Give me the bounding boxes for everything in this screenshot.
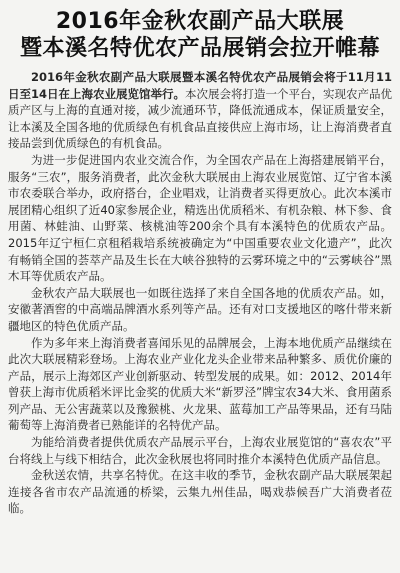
headline-line-2: 暨本溪名特优农产品展销会拉开帷幕 [19, 36, 380, 61]
paragraph-4: 作为多年来上海消费者喜闻乐见的品牌展会，上海本地优质产品继续在此次大联展精彩登场。上海农业产业化龙头企业带来品种繁多、质优价廉的产品，展示上海郊区产业创新驱动、转型发展的成果。如：2012、2014年曾获上海市优质稻米评比金奖的优质大米“新罗泾”牌宝农34大米、食用菌系列产品、无公害蔬菜以及豫猴桃、火龙果、蓝莓加工产品等果品，还有马陆葡萄等上海消费者已熟能详的名特优产品。 [8, 335, 392, 433]
paragraph-3: 金秋农产品大联展也一如既往选择了来自全国各地的优质农产品。如，安徽著酒窖的中高端品牌酒水系列等产品。还有对口支援地区的喀什带来新疆地区的特色优质产品。 [8, 285, 392, 333]
headline-line-1: 2016年金秋农副产品大联展 [55, 9, 345, 34]
paragraph-2: 为进一步促进国内农业交流合作，为全国农产品在上海搭建展销平台，服务“三农”，服务消费者，此次金秋大联展由上海农业展览馆、辽宁省本溪市农委联合举办，政府搭台，企业唱戏，让消费者买得更放心。此次本溪市展团精心组织了近40家参展企业，精选出优质稻米、有机杂粮、林下参、食用菌、林蛙油、山野菜、核桃油等200余个具有本溪特色的优质农产品。2015年辽宁桓仁京租稻栽培系统被确定为“中国重要农业文化遗产”，此次有畅销全国的荟萃产品及生长在大峡谷独特的云雾环境之中的“云雾峡谷”黑木耳等优质农产品。 [8, 152, 392, 284]
article-body [8, 69, 392, 517]
paragraph-6: 金秋送农情，共享名特优。在这丰收的季节，金秋农副产品大联展架起连接各省市农产品流通的桥梁，云集九州佳品，喝戏恭候吾广大消费者莅临。 [8, 468, 392, 516]
paragraph-1 [8, 69, 392, 152]
lead-sentence: 2016年金秋农副产品大联展暨本溪名特优农产品展销会将于11月11日至14日在上海农业展览馆举行。 [8, 70, 392, 101]
paragraph-5: 为能给消费者提供优质农产品展示平台，上海农业展览馆的“喜农农”平台将线上与线下相结合，此次金秋展也将同时推介本溪特色优质产品信息。 [8, 435, 392, 466]
paragraph-1-text: 本次展会将打造一个平台，实现农产品优质产区与上海的直通对接，减少流通环节，降低流通成本，保证质量安全，让本溪及全国各地的优质绿色有机食品直接供应上海市场，让上海消费者直接品尝到优质绿色的有机食品。 [8, 86, 393, 151]
